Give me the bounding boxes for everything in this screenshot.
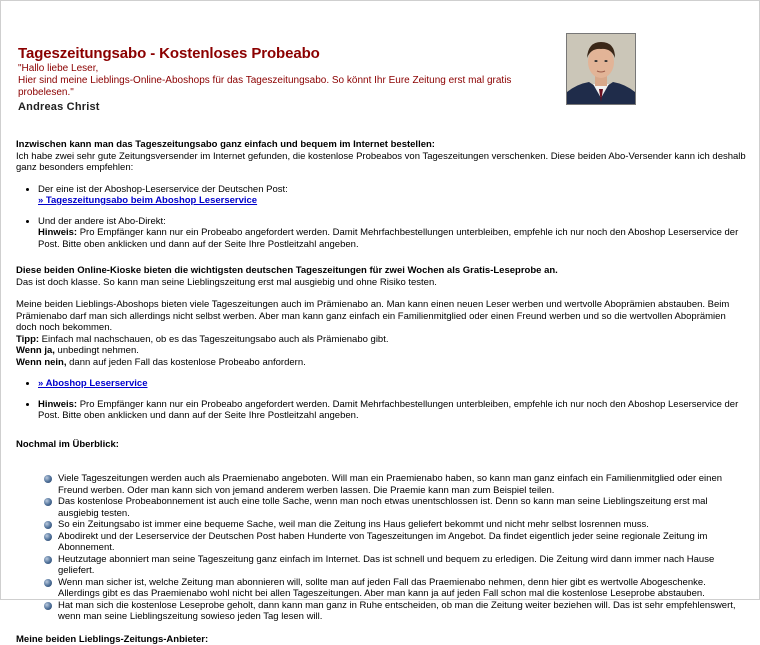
header bbox=[18, 45, 558, 114]
list-item-text: So ein Zeitungsabo ist immer eine bequeme Sache, weil man die Zeitung ins Haus geliefert bekommt und nicht mehr selbst losrennen muss. bbox=[58, 519, 649, 530]
no-line bbox=[16, 357, 748, 369]
list-item bbox=[38, 399, 748, 422]
list-item-text: Viele Tageszeitungen werden auch als Praemienabo angeboten. Will man ein Praemienabo haben, so kann man ganz einfach ein Familienmitglied oder einen Freund werben. Oder man kann sich von jemand anderem werben lassen. Die Praemie kann man zum Beispiel teilen. bbox=[58, 473, 722, 496]
list-item bbox=[58, 554, 748, 577]
footer-heading: Meine beiden Lieblings-Zeitungs-Anbieter: bbox=[16, 634, 748, 645]
intro-quote bbox=[18, 63, 558, 99]
section2-line: Das ist doch klasse. So kann man seine Lieblingszeitung erst mal ausgiebig und ohne Risiko testen. bbox=[16, 277, 748, 289]
aboshop-list bbox=[16, 378, 748, 422]
provider2-text: Und der andere ist Abo-Direkt: bbox=[38, 216, 166, 227]
yes-text: unbedingt nehmen. bbox=[55, 345, 139, 356]
list-item bbox=[58, 577, 748, 600]
list-item bbox=[38, 216, 748, 251]
hint-text: Pro Empfänger kann nur ein Probeabo angefordert werden. Damit Mehrfachbestellungen unterbleiben, empfehle ich nur noch den Aboshop Leserservice der Post. Bitte oben anklicken und dann auf der Seite Ihre Postleitzahl angeben. bbox=[38, 227, 738, 250]
yes-line bbox=[16, 345, 748, 357]
no-text: dann auf jeden Fall das kostenlose Probeabo anfordern. bbox=[67, 357, 306, 368]
list-item-text: Wenn man sicher ist, welche Zeitung man abonnieren will, sollte man auf jeden Fall das Praemienabo nehmen, denn hier gibt es wertvolle Abogeschenke. Allerdings gibt es das Praemienabo wohl nicht bei allen Tageszeitungen. Aber man kann ja auf jeden Fall schon mal die kostenlose Leseprobe abstauben. bbox=[58, 577, 706, 600]
intro-line: Hier sind meine Lieblings-Online-Aboshops für das Tageszeitungsabo. So könnt Ihr Eure Zeitung erst mal gratis probelesen." bbox=[18, 75, 558, 99]
list-item-text: Abodirekt und der Leserservice der Deutschen Post haben Hunderte von Tageszeitungen im Angebot. Da findet eigentlich jeder seine regionale Zeitung im Abonnement. bbox=[58, 531, 707, 554]
overview-list bbox=[16, 473, 748, 623]
bullet-ball-icon bbox=[44, 475, 52, 483]
list-item-text: Heutzutage abonniert man seine Tageszeitung ganz einfach im Internet. Das ist schnell und bequem zu erledigen. Die Zeitung wird dann immer nach Hause geliefert. bbox=[58, 554, 714, 577]
list-item bbox=[58, 600, 748, 623]
greeting-line: "Hallo liebe Leser, bbox=[18, 63, 558, 75]
section2-paragraph: Meine beiden Lieblings-Aboshops bieten viele Tageszeitungen auch im Prämienabo an. Man kann einen neuen Leser werben und wertvolle Aboprämien abstauben. Beim Prämienabo darf man sich allerdings nicht selbst werben. Aber man kann ganz einfach ein Familienmitglied oder einen Freund werben und so die wertvollen Aboprämien doch noch bekommen. bbox=[16, 299, 748, 334]
author-photo bbox=[566, 33, 636, 105]
bullet-ball-icon bbox=[44, 498, 52, 506]
main-content bbox=[16, 139, 748, 645]
bullet-ball-icon bbox=[44, 602, 52, 610]
tip-text: Einfach mal nachschauen, ob es das Tageszeitungsabo auch als Prämienabo gibt. bbox=[39, 334, 388, 345]
hint-label: Hinweis: bbox=[38, 399, 77, 410]
aboshop-leserservice-link[interactable]: » Aboshop Leserservice bbox=[38, 378, 147, 389]
list-item bbox=[38, 378, 748, 390]
list-item bbox=[58, 473, 748, 496]
no-label: Wenn nein, bbox=[16, 357, 67, 368]
list-item-text: Das kostenlose Probeabonnement ist auch eine tolle Sache, wenn man noch etwas unentschlossen ist. Denn so kann man seine Lieblingszeitung erst mal ausgiebig testen. bbox=[58, 496, 708, 519]
list-item bbox=[58, 531, 748, 554]
author-name: Andreas Christ bbox=[18, 100, 558, 114]
tip-label: Tipp: bbox=[16, 334, 39, 345]
list-item bbox=[58, 519, 748, 531]
bullet-ball-icon bbox=[44, 533, 52, 541]
list-item-text: Hat man sich die kostenlose Leseprobe geholt, dann kann man ganz in Ruhe entscheiden, ob man die Zeitung weiter beziehen will. Das ist sehr empfehlenswert, wenn man seine Lieblingszeitung sowieso jeden Tag lesen will. bbox=[58, 600, 736, 623]
tageszeitungsabo-link[interactable]: » Tageszeitungsabo beim Aboshop Leserservice bbox=[38, 195, 257, 206]
section2-heading: Diese beiden Online-Kioske bieten die wichtigsten deutschen Tageszeitungen für zwei Wochen als Gratis-Leseprobe an. bbox=[16, 265, 748, 277]
page-title: Tageszeitungsabo - Kostenloses Probeabo bbox=[18, 45, 558, 63]
list-item bbox=[58, 496, 748, 519]
bullet-ball-icon bbox=[44, 521, 52, 529]
bullet-ball-icon bbox=[44, 556, 52, 564]
section1-heading: Inzwischen kann man das Tageszeitungsabo ganz einfach und bequem im Internet bestellen: bbox=[16, 139, 748, 151]
yes-label: Wenn ja, bbox=[16, 345, 55, 356]
provider1-text: Der eine ist der Aboshop-Leserservice der Deutschen Post: bbox=[38, 184, 288, 195]
section1-text: Ich habe zwei sehr gute Zeitungsversender im Internet gefunden, die kostenlose Probeabos von Tageszeitungen verschenken. Diese beiden Abo-Versender kann ich deshalb ganz besonders empfehlen: bbox=[16, 151, 748, 174]
overview-heading: Nochmal im Überblick: bbox=[16, 439, 748, 451]
list-item bbox=[38, 184, 748, 207]
hint-label: Hinweis: bbox=[38, 227, 77, 238]
tip-line bbox=[16, 334, 748, 346]
hint-text: Pro Empfänger kann nur ein Probeabo angefordert werden. Damit Mehrfachbestellungen unterbleiben, empfehle ich nur noch den Aboshop Leserservice der Post. Bitte oben anklicken und dann auf der Seite Ihre Postleitzahl angeben. bbox=[38, 399, 738, 422]
provider-list bbox=[16, 184, 748, 251]
author-portrait-icon bbox=[567, 34, 635, 104]
bullet-ball-icon bbox=[44, 579, 52, 587]
